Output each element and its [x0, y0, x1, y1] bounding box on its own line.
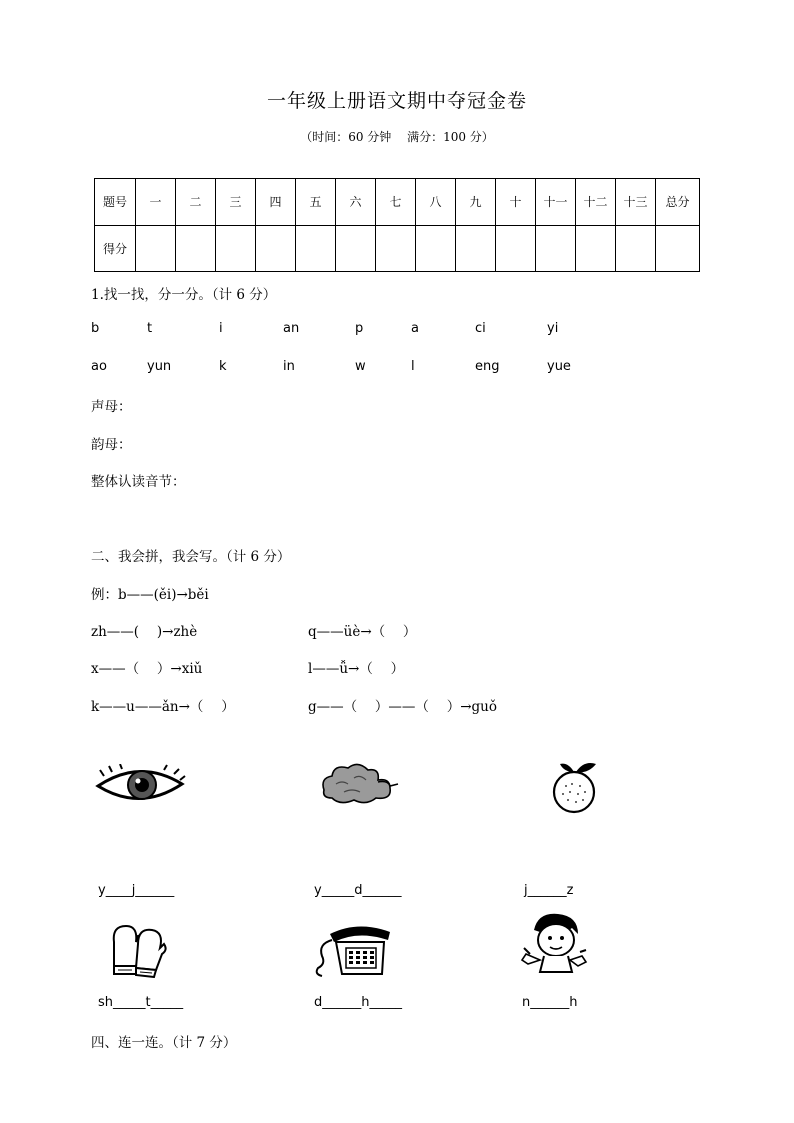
- q1-title: 1.找一找，分一分。（计 6 分）: [91, 287, 277, 303]
- score-cell[interactable]: [536, 225, 576, 272]
- pinyin-item: yi: [547, 321, 559, 336]
- pinyin-item: t: [147, 321, 153, 336]
- pinyin-item: w: [355, 359, 366, 374]
- score-cell[interactable]: [136, 225, 176, 272]
- score-table-header-row: [95, 179, 700, 226]
- pinyin-item: ao: [91, 359, 107, 374]
- score-table-header-cell: 八: [416, 179, 456, 226]
- category-whole-syllables-label: 整体认读音节：: [91, 474, 186, 490]
- score-table-header-cell: 一: [136, 179, 176, 226]
- score-table-header-cell: 六: [336, 179, 376, 226]
- score-cell[interactable]: [176, 225, 216, 272]
- pinyin-item: eng: [475, 359, 500, 374]
- score-cell[interactable]: [416, 225, 456, 272]
- picture-caption-boy: n______h: [522, 995, 578, 1010]
- exam-info: （时间：60 分钟 满分：100 分）: [300, 130, 494, 144]
- score-cell[interactable]: [216, 225, 256, 272]
- eye-icon: [94, 764, 186, 806]
- pinyin-item: an: [283, 321, 300, 336]
- cloud-icon: [318, 760, 400, 806]
- score-cell[interactable]: [496, 225, 536, 272]
- spelling-item: k——u——ǎn→（ ）: [91, 699, 235, 715]
- picture-caption-orange: j______z: [524, 883, 574, 898]
- score-table-header-cell: 总分: [656, 179, 700, 226]
- picture-caption-cloud: y_____d______: [314, 883, 402, 898]
- score-table-header-cell: 十三: [616, 179, 656, 226]
- score-table-header-cell: 五: [296, 179, 336, 226]
- picture-caption-telephone: d______h_____: [314, 995, 402, 1010]
- orange-icon: [548, 756, 604, 816]
- spelling-item: g——（ ）——（ ）→guǒ: [308, 699, 497, 715]
- spelling-item: l——ǚ→（ ）: [308, 661, 405, 677]
- pinyin-item: yue: [547, 359, 571, 374]
- picture-caption-gloves: sh_____t_____: [98, 995, 184, 1010]
- page-title: 一年级上册语文期中夺冠金卷: [266, 90, 527, 112]
- score-table-header-cell: 七: [376, 179, 416, 226]
- score-table-header-cell: 二: [176, 179, 216, 226]
- score-table-header-cell: 题号: [95, 179, 136, 226]
- pinyin-item: p: [355, 321, 364, 336]
- q2-example: 例：b——(ěi)→běi: [91, 587, 209, 603]
- boy-icon: [520, 910, 590, 976]
- telephone-icon: [312, 924, 394, 980]
- category-finals-label: 韵母：: [91, 437, 132, 453]
- spelling-item: q——üè→（ ）: [308, 624, 417, 640]
- score-cell[interactable]: [296, 225, 336, 272]
- q4-title: 四、连一连。（计 7 分）: [91, 1035, 237, 1051]
- score-table-header-cell: 三: [216, 179, 256, 226]
- spelling-item: zh——( )→zhè: [91, 624, 198, 640]
- score-cell[interactable]: [456, 225, 496, 272]
- score-cell[interactable]: [616, 225, 656, 272]
- pinyin-item: i: [219, 321, 223, 336]
- score-table-header-cell: 九: [456, 179, 496, 226]
- score-cell[interactable]: [576, 225, 616, 272]
- pinyin-item: yun: [147, 359, 172, 374]
- pinyin-item: ci: [475, 321, 486, 336]
- score-table-score-row: [95, 225, 700, 272]
- score-table-header-cell: 十: [496, 179, 536, 226]
- picture-caption-eye: y____j______: [98, 883, 175, 898]
- q2-title: 二、我会拼，我会写。（计 6 分）: [91, 549, 291, 565]
- score-table: [94, 178, 700, 272]
- pinyin-item: k: [219, 359, 227, 374]
- score-table-header-cell: 四: [256, 179, 296, 226]
- pinyin-item: in: [283, 359, 295, 374]
- pinyin-item: l: [411, 359, 415, 374]
- score-cell[interactable]: [336, 225, 376, 272]
- category-initials-label: 声母：: [91, 399, 132, 415]
- score-table-header-cell: 十二: [576, 179, 616, 226]
- spelling-item: x——（ ）→xiǔ: [91, 661, 203, 677]
- score-cell[interactable]: [656, 225, 700, 272]
- pinyin-item: a: [411, 321, 419, 336]
- score-table-header-cell: 十一: [536, 179, 576, 226]
- gloves-icon: [104, 914, 168, 978]
- score-cell[interactable]: [376, 225, 416, 272]
- score-cell[interactable]: [256, 225, 296, 272]
- pinyin-item: b: [91, 321, 100, 336]
- score-row-label: 得分: [95, 225, 136, 272]
